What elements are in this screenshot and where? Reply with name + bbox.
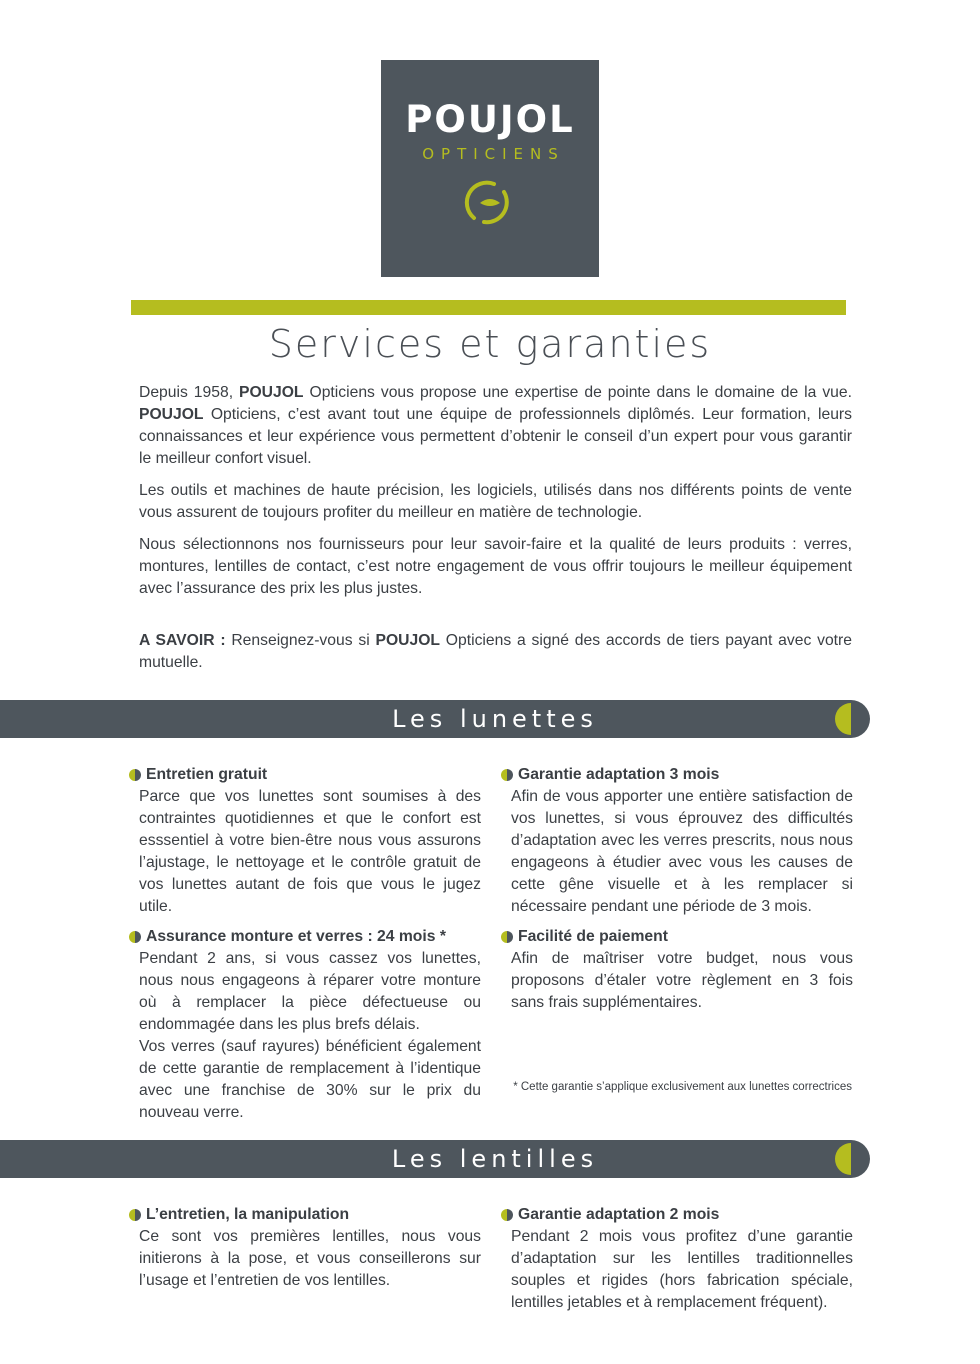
accent-rule [131,300,846,315]
entretien-gratuit-item [139,764,481,918]
eye-logo-icon [462,178,518,228]
intro-section [139,382,852,684]
lentilles-right-column [511,1204,853,1322]
paiement-text: Afin de maîtriser votre budget, nous vous proposons d’étaler votre règlement en 3 fois sans frais supplémentaires. [511,950,853,1011]
adaptation-3-item [511,764,853,918]
assurance-text-1: Pendant 2 ans, si vous cassez vos lunettes, nous nous engageons à réparer votre monture où à remplacer la pièce défectueuse ou endommagée dans les plus brefs délais. [139,950,481,1033]
assurance-item [139,926,481,1124]
brand-logo [381,60,599,277]
assurance-heading: Assurance monture et verres : 24 mois * [146,928,446,945]
bullet-icon [128,768,142,782]
entretien-gratuit-text: Parce que vos lunettes sont soumises à des contraintes quotidiennes et que le confort est esssentiel à votre bien-être nous vous assurons l’ajustage, le nettoyage et le contrôle gratuit de vos lunettes autant de fois que vous le jugez utile. [139,788,481,915]
section-title-lunettes: Les lunettes [392,705,598,733]
lunettes-left-column [139,764,481,1132]
lentilles-entretien-item [139,1204,481,1292]
bullet-icon [500,1208,514,1222]
lentilles-entretien-text: Ce sont vos premières lentilles, nous vous initierons à la pose, et vous conseillerons sur l’usage et l’entretien de vos lentilles. [139,1228,481,1289]
section-band-lentilles [0,1140,870,1178]
page-title: Services et garanties [268,322,712,366]
logo-subtitle: OPTICIENS [422,145,565,163]
intro-paragraph-1: Depuis 1958, POUJOL Opticiens vous propose une expertise de pointe dans le domaine de la vue. POUJOL Opticiens, c’est avant tout une équipe de professionnels diplômés. Leur formation, leurs connaissances et leur expérience vous permettent d’obtenir le conseil d’un expert pour vous garantir le meilleur confort visuel. [139,384,852,467]
assurance-text-2: Vos verres (sauf rayures) bénéficient également de cette garantie de remplacement à l’identique avec une franchise de 30% sur le prix du nouveau verre. [139,1038,481,1121]
section-band-lunettes [0,700,870,738]
adaptation-2-item [511,1204,853,1314]
adaptation-3-text: Afin de vous apporter une entière satisfaction de vos lunettes, si vous éprouvez des difficultés d’adaptation avec les verres prescrits, nous nous engageons à étudier avec vous les causes de cette gêne visuelle et à les remplacer si nécessaire pendant une période de 3 mois. [511,788,853,915]
lunettes-right-column [511,764,853,1022]
adaptation-2-heading: Garantie adaptation 2 mois [518,1206,720,1223]
footnote: * Cette garantie s’applique exclusivement aux lunettes correctrices [513,1081,852,1093]
adaptation-3-heading: Garantie adaptation 3 mois [518,766,720,783]
lentilles-entretien-heading: L’entretien, la manipulation [146,1206,350,1223]
intro-paragraph-3: Nous sélectionnons nos fournisseurs pour leur savoir-faire et la qualité de leurs produits : verres, montures, lentilles de contact, c’est notre engagement de vous offrir toujours le meilleur équipement avec l’assurance des prix les plus justes. [139,536,852,597]
half-circle-icon [834,1142,868,1176]
a-savoir-note: A SAVOIR : Renseignez-vous si POUJOL Opticiens a signé des accords de tiers payant avec votre mutuelle. [139,632,852,671]
logo-brand-name: POUJOL [405,98,575,141]
adaptation-2-text: Pendant 2 mois vous profitez d’une garantie d’adaptation sur les lentilles traditionnelles souples et rigides (hors fabrication spéciale, lentilles jetables et à remplacement fréquent). [511,1228,853,1311]
paiement-item [511,926,853,1014]
bullet-icon [500,930,514,944]
bullet-icon [500,768,514,782]
section-title-lentilles: Les lentilles [391,1145,599,1173]
lentilles-left-column [139,1204,481,1300]
bullet-icon [128,930,142,944]
entretien-gratuit-heading: Entretien gratuit [146,766,268,783]
paiement-heading: Facilité de paiement [518,928,668,945]
half-circle-icon [834,702,868,736]
intro-paragraph-2: Les outils et machines de haute précision, les logiciels, utilisés dans nos différents points de vente vous assurent de toujours profiter du meilleur en matière de technologie. [139,482,852,521]
bullet-icon [128,1208,142,1222]
